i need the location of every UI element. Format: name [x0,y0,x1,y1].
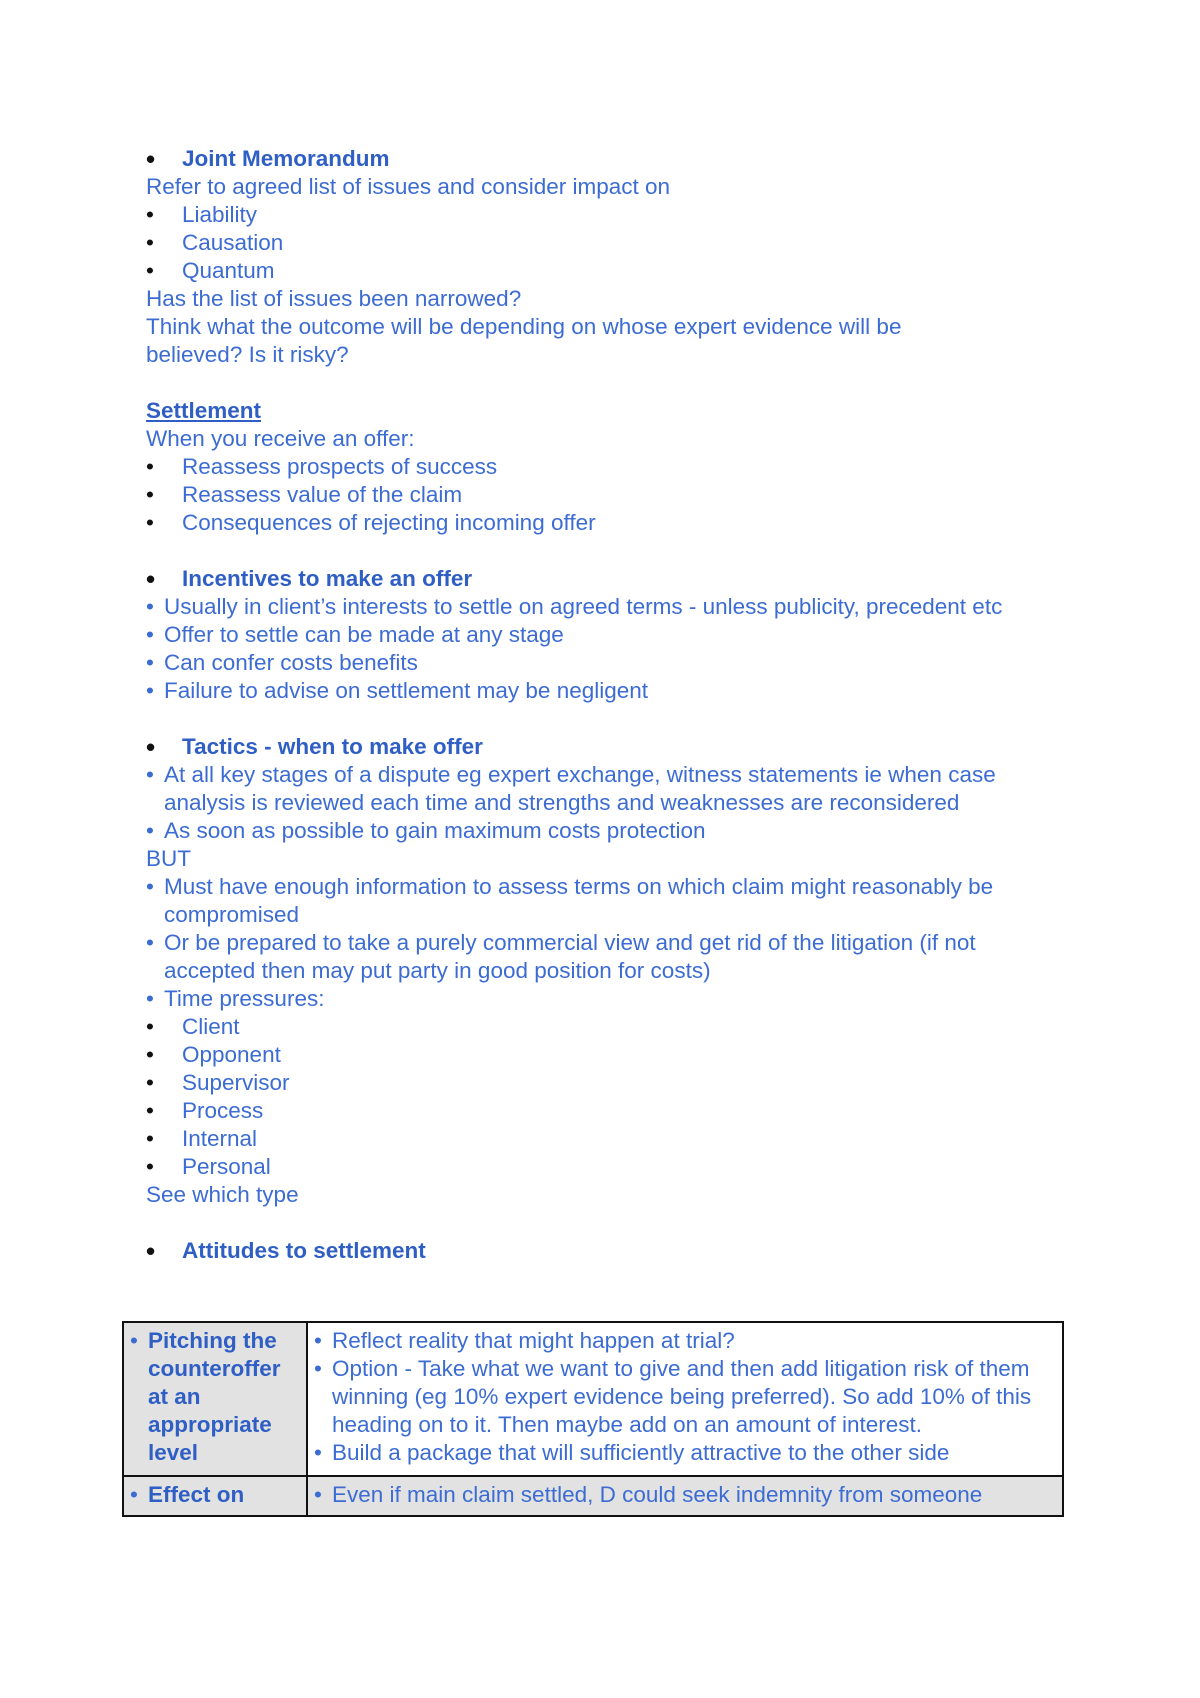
bullet: • [146,454,154,479]
list-item [146,817,1076,845]
bullet: • [146,1126,154,1151]
bullet: • [146,230,154,255]
cell-item [314,1439,1056,1467]
list-item-text: Time pressures: [164,986,325,1011]
bullet: • [314,1440,322,1465]
settlement-intro: When you receive an offer: [146,426,415,451]
list-item-text: Supervisor [182,1070,290,1095]
cell-text: Reflect reality that might happen at trial? [332,1328,735,1353]
bullet: • [146,1070,154,1095]
list-item-text: Causation [182,230,284,255]
bullet: • [146,258,154,283]
list-item [146,593,1044,621]
bullet: • [146,622,154,647]
list-item [146,481,1076,509]
attitudes-heading [146,1237,1076,1265]
heading-text: Tactics - when to make offer [182,734,483,759]
joint-question-2: Think what the outcome will be depending on whose expert evidence will be believed? Is it risky? [146,314,902,367]
table-row [123,1476,1063,1516]
cell-text: Option - Take what we want to give and then add litigation risk of them winning (eg 10% expert evidence being preferred). So add 10% of this heading on to it. Then maybe add on an amount of interest. [332,1356,1032,1437]
document-body [146,145,1076,1265]
list-item [146,229,1076,257]
bullet: • [314,1482,322,1507]
bullet: • [146,1098,154,1123]
table-row [123,1322,1063,1476]
tactics-but: BUT [146,846,191,871]
list-item [146,761,1024,817]
list-item-text: Failure to advise on settlement may be negligent [164,678,649,703]
tactics-see: See which type [146,1182,299,1207]
bullet: • [146,732,156,762]
bullet: • [146,930,154,955]
joint-memorandum-heading [146,145,1076,173]
list-item [146,1069,1076,1097]
list-item-text: Personal [182,1154,271,1179]
bullet: • [146,818,154,843]
list-item-text: Quantum [182,258,275,283]
bullet: • [130,1482,138,1507]
bullet: • [314,1328,322,1353]
joint-question-1: Has the list of issues been narrowed? [146,286,522,311]
bullet: • [146,1014,154,1039]
list-item [146,985,1076,1013]
list-item-text: Opponent [182,1042,281,1067]
list-item-text: Or be prepared to take a purely commercial view and get rid of the litigation (if not accepted then may put party in good position for costs) [164,930,976,983]
list-item-text: Liability [182,202,258,227]
heading-text: Attitudes to settlement [182,1238,426,1263]
incentives-heading [146,565,1076,593]
list-item-text: Consequences of rejecting incoming offer [182,510,596,535]
bullet: • [146,1154,154,1179]
list-item-text: Internal [182,1126,258,1151]
list-item [146,201,1076,229]
cell-text: Even if main claim settled, D could seek indemnity from someone [332,1482,983,1507]
list-item-text: Reassess value of the claim [182,482,463,507]
list-item-text: At all key stages of a dispute eg expert exchange, witness statements ie when case analysis is reviewed each time and strengths and weaknesses are reconsidered [164,762,996,815]
settlement-title: Settlement [146,398,262,423]
bullet: • [146,594,154,619]
cell-item [130,1481,300,1509]
list-item [146,509,1076,537]
list-item [146,649,1076,677]
list-item-text: Reassess prospects of success [182,454,498,479]
list-item-text: Process [182,1098,264,1123]
cell-text: Pitching the counteroffer at an appropriate level [148,1328,281,1465]
cell-item [314,1355,1056,1439]
list-item [146,257,1076,285]
table-content-cell [307,1476,1063,1516]
list-item [146,1097,1076,1125]
list-item [146,677,1076,705]
bullet: • [146,482,154,507]
list-item [146,1041,1076,1069]
attitudes-table [122,1321,1064,1517]
list-item [146,621,1076,649]
bullet: • [314,1356,322,1381]
list-item [146,1153,1076,1181]
bullet: • [146,564,156,594]
bullet: • [146,874,154,899]
table-label-cell [123,1322,307,1476]
bullet: • [146,678,154,703]
list-item [146,929,1064,985]
heading-text: Incentives to make an offer [182,566,473,591]
bullet: • [146,202,154,227]
joint-intro: Refer to agreed list of issues and consider impact on [146,174,671,199]
bullet: • [146,986,154,1011]
cell-item [314,1481,1056,1509]
bullet: • [146,144,156,174]
list-item-text: Client [182,1014,240,1039]
list-item [146,453,1076,481]
bullet: • [146,510,154,535]
table-content-cell [307,1322,1063,1476]
list-item [146,1013,1076,1041]
list-item [146,1125,1076,1153]
bullet: • [146,762,154,787]
cell-text: Build a package that will sufficiently attractive to the other side [332,1440,950,1465]
list-item-text: As soon as possible to gain maximum costs protection [164,818,706,843]
heading-text: Joint Memorandum [182,146,390,171]
list-item-text: Usually in client’s interests to settle on agreed terms - unless publicity, precedent etc [164,594,1003,619]
list-item-text: Must have enough information to assess terms on which claim might reasonably be compromised [164,874,994,927]
bullet: • [146,650,154,675]
list-item [146,873,1074,929]
bullet: • [146,1042,154,1067]
cell-item [314,1327,1056,1355]
bullet: • [130,1328,138,1353]
tactics-heading [146,733,1076,761]
list-item-text: Offer to settle can be made at any stage [164,622,564,647]
table-label-cell [123,1476,307,1516]
bullet: • [146,1236,156,1266]
list-item-text: Can confer costs benefits [164,650,418,675]
cell-item [130,1327,300,1467]
cell-text: Effect on [148,1482,245,1507]
